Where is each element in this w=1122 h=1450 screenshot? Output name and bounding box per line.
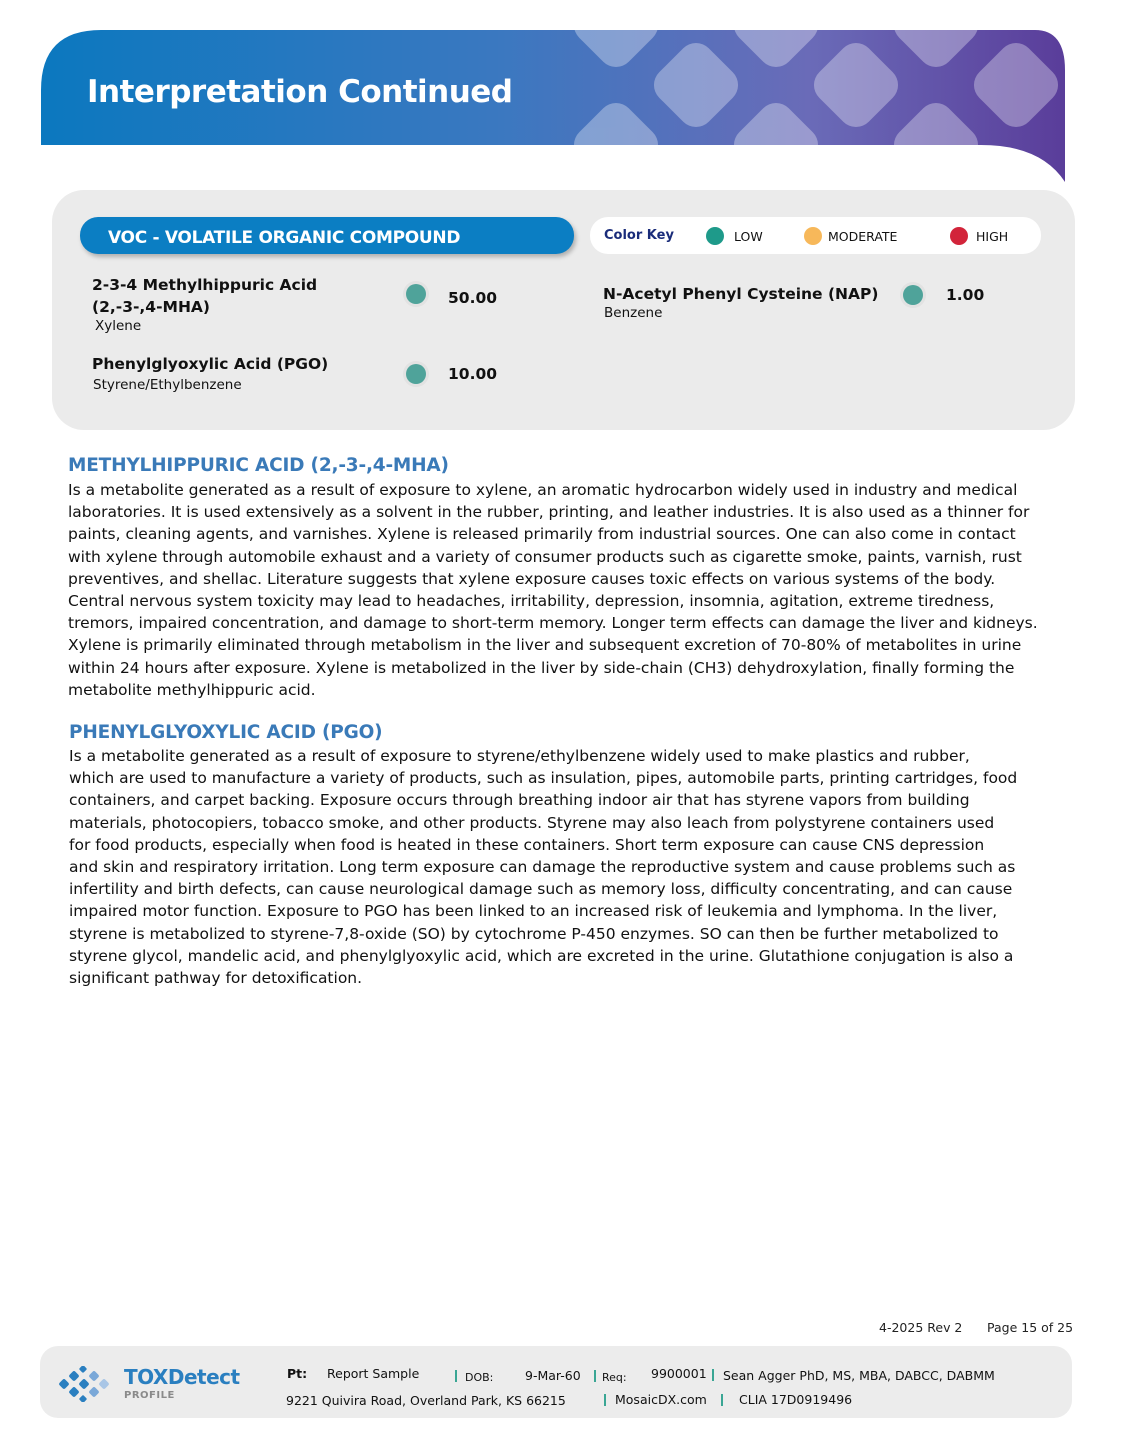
body-line: styrene is metabolized to styrene-7,8-oxide (SO) by cytochrome P-450 enzymes. SO can then be further metabolized to xyxy=(69,924,999,943)
section-title-pill xyxy=(80,217,574,254)
lab-director: Sean Agger PhD, MS, MBA, DABCC, DABMM xyxy=(723,1368,995,1383)
analyte-name-pgo: Phenylglyoxylic Acid (PGO) xyxy=(92,355,329,373)
page-title: Interpretation Continued xyxy=(87,74,513,110)
body-line: Is a metabolite generated as a result of exposure to xylene, an aromatic hydrocarbon widely used in industry and medical xyxy=(68,481,1018,499)
toxdetect-logo-icon xyxy=(58,1366,118,1402)
body-line: significant pathway for detoxification. xyxy=(69,969,363,988)
body-line: preventives, and shellac. Literature suggests that xylene exposure causes toxic effects on various systems of the body. xyxy=(68,569,996,588)
body-line: impaired motor function. Exposure to PGO has been linked to an increased risk of leukemia and lymphoma. In the liver, xyxy=(69,902,998,921)
req-label: Req: xyxy=(602,1371,627,1384)
website-link[interactable]: MosaicDX.com xyxy=(615,1392,707,1407)
footer-separator xyxy=(594,1370,596,1382)
high-color-dot-icon xyxy=(950,227,968,245)
low-label: LOW xyxy=(734,229,763,244)
section-body-pgo xyxy=(69,745,1059,989)
result-level-dot-icon xyxy=(406,284,426,304)
body-line: metabolite methylhippuric acid. xyxy=(68,680,316,699)
section-heading-pgo: PHENYLGLYOXYLIC ACID (PGO) xyxy=(69,722,383,743)
body-line: materials, photocopiers, tobacco smoke, and other products. Styrene may also leach from polystyrene containers used xyxy=(69,813,995,832)
moderate-label: MODERATE xyxy=(828,229,898,244)
result-value-pgo: 10.00 xyxy=(448,365,498,383)
footer-separator xyxy=(721,1394,723,1406)
body-line: Is a metabolite generated as a result of exposure to styrene/ethylbenzene widely used to make plastics and rubber, xyxy=(69,747,970,765)
analyte-name-nap: N-Acetyl Phenyl Cysteine (NAP) xyxy=(603,285,879,303)
footer-separator xyxy=(455,1370,457,1382)
body-line: containers, and carpet backing. Exposure occurs through breathing indoor air that has styrene vapors from building xyxy=(69,791,970,810)
body-line: infertility and birth defects, can cause neurological damage such as memory loss, difficulty concentrating, and can cause xyxy=(69,880,1013,899)
color-key-title: Color Key xyxy=(604,228,674,243)
body-line: which are used to manufacture a variety of products, such as insulation, pipes, automobile parts, printing cartridges, food xyxy=(69,769,1018,788)
logo-name: TOXDetect xyxy=(124,1365,240,1389)
moderate-color-dot-icon xyxy=(804,227,822,245)
body-line: tremors, impaired concentration, and damage to short-term memory. Longer term effects can damage the liver and kidneys. xyxy=(68,614,1038,633)
color-key xyxy=(590,217,1041,254)
dob-label: DOB: xyxy=(465,1371,494,1384)
low-color-dot-icon xyxy=(706,227,724,245)
patient-value: Report Sample xyxy=(327,1366,420,1381)
patient-label: Pt: xyxy=(287,1366,308,1381)
analyte-name-mha xyxy=(92,274,317,318)
body-line: Central nervous system toxicity may lead to headaches, irritability, depression, insomnia, agitation, extreme tiredness, xyxy=(68,592,995,611)
section-heading-mha: METHYLHIPPURIC ACID (2,-3-,4-MHA) xyxy=(68,455,449,476)
body-line: for food products, especially when food is heated in these containers. Short term exposure can cause CNS depression xyxy=(69,835,985,854)
footer-separator xyxy=(712,1369,714,1381)
result-value-nap: 1.00 xyxy=(946,286,985,304)
page-number: Page 15 of 25 xyxy=(987,1320,1074,1335)
body-line: and skin and respiratory irritation. Long term exposure can damage the reproductive system and cause problems such as xyxy=(69,858,1016,877)
analyte-name-line: (2,-3-,4-MHA) xyxy=(92,298,210,316)
result-value-mha: 50.00 xyxy=(448,289,498,307)
footer-separator xyxy=(604,1394,606,1406)
req-value: 9900001 xyxy=(651,1366,707,1381)
analyte-source-nap: Benzene xyxy=(604,305,663,321)
body-line: within 24 hours after exposure. Xylene is metabolized in the liver by side-chain (CH3) dehydroxylation, finally forming the xyxy=(68,658,1015,677)
analyte-name-line: 2-3-4 Methylhippuric Acid xyxy=(92,276,318,294)
logo-subtitle: PROFILE xyxy=(124,1390,175,1401)
result-level-dot-icon xyxy=(406,364,426,384)
lab-address: 9221 Quivira Road, Overland Park, KS 66215 xyxy=(286,1393,566,1408)
body-line: laboratories. It is used extensively as a solvent in the rubber, printing, and leather industries. It is also used as a thinner for xyxy=(68,503,1030,522)
analyte-source-pgo: Styrene/Ethylbenzene xyxy=(93,377,242,393)
dob-value: 9-Mar-60 xyxy=(525,1368,581,1383)
section-title: VOC - VOLATILE ORGANIC COMPOUND xyxy=(108,228,461,248)
body-line: with xylene through automobile exhaust and a variety of consumer products such as cigarette smoke, paints, varnish, rust xyxy=(68,547,1022,566)
clia-number: CLIA 17D0919496 xyxy=(739,1392,853,1407)
result-level-dot-icon xyxy=(903,285,923,305)
section-body-mha xyxy=(68,479,1058,701)
revision-label: 4-2025 Rev 2 xyxy=(879,1320,963,1335)
body-line: styrene glycol, mandelic acid, and phenylglyoxylic acid, which are excreted in the urine. Glutathione conjugation is also a xyxy=(69,946,1014,965)
analyte-source-mha: Xylene xyxy=(95,318,142,334)
high-label: HIGH xyxy=(976,229,1009,244)
body-line: paints, cleaning agents, and varnishes. Xylene is released primarily from industrial sources. One can also come in contact xyxy=(68,525,1016,544)
body-line: Xylene is primarily eliminated through metabolism in the liver and subsequent excretion of 70-80% of metabolites in urine xyxy=(68,636,1022,655)
